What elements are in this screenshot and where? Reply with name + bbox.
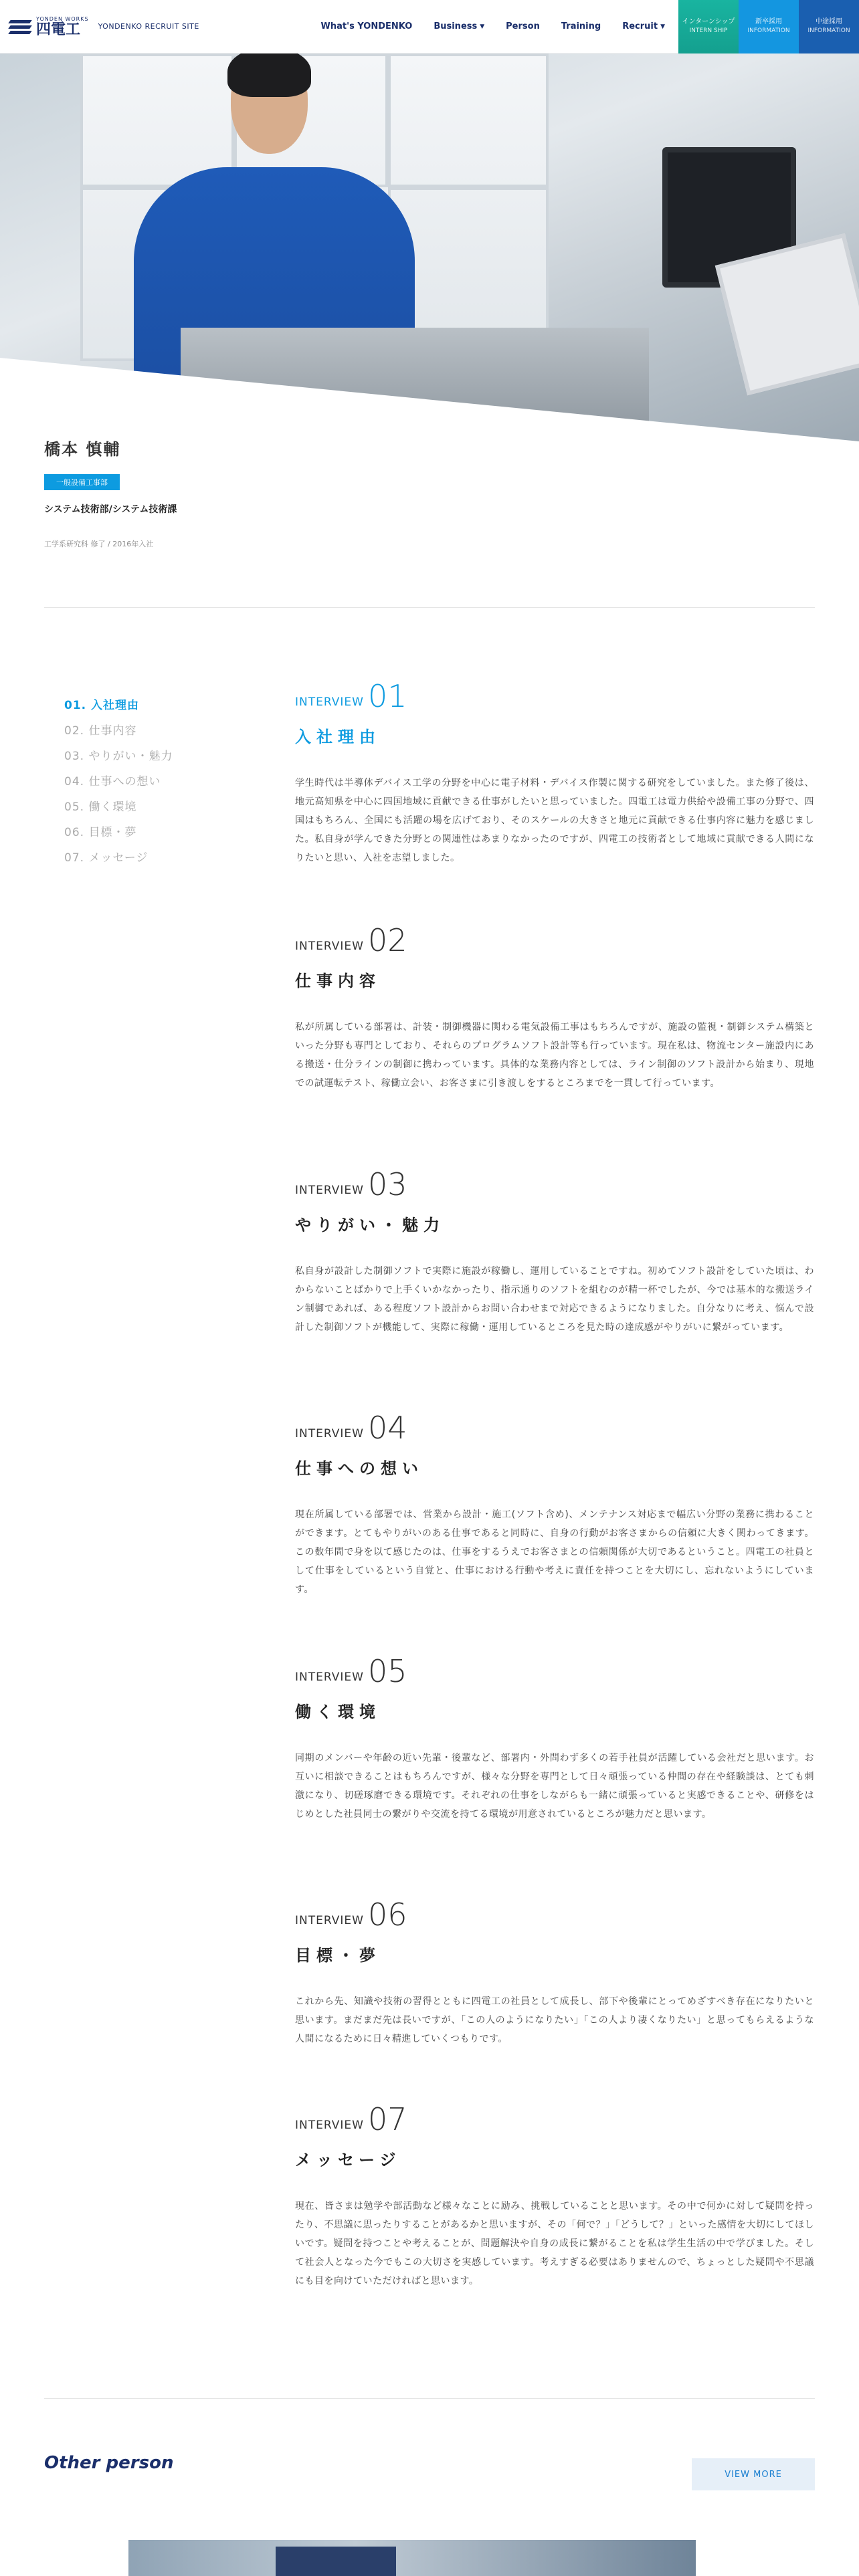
logo-small-text: YONDEN WORKS <box>36 16 89 22</box>
new-graduate-button[interactable]: 新卒採用 INFORMATION <box>739 0 799 53</box>
chevron-down-icon: ▼ <box>480 23 485 30</box>
interview-body: 私自身が設計した制御ソフトで実際に施設が稼働し、運用していることですね。初めてソフト設計をしていた頃は、わからないことばかりで上手くいかなかったり、指示通りのソフトを組むのが精一杯でしたが、今では基本的な搬送ライン制御であれば、ある程度ソフト設計からお問い合わせまで対応できるようになりました。自分なりに考え、悩んで設計した制御ソフトが機能して、実際に稼働・運用しているところを見た時の達成感がやりがいに繋がっています。 <box>295 1266 814 1333</box>
logo[interactable] <box>9 16 89 37</box>
hero-photo <box>0 53 859 441</box>
department-badge: 一般設備工事部 <box>44 474 120 490</box>
sidenav-item-05[interactable]: 05. 働く環境 <box>64 800 137 814</box>
logo-mark-icon <box>9 16 31 37</box>
interview-label: INTERVIEW <box>295 1914 364 1927</box>
interview-section <box>295 678 814 867</box>
interview-label: INTERVIEW <box>295 1671 364 1684</box>
sidenav-item-02[interactable]: 02. 仕事内容 <box>64 724 137 738</box>
sidenav-item-01[interactable]: 01. 入社理由 <box>64 699 140 712</box>
interview-number: 02 <box>367 922 407 958</box>
interview-title: 仕事への想い <box>295 1459 423 1478</box>
nav-training[interactable]: Training <box>561 21 601 31</box>
interview-title: 働く環境 <box>295 1703 381 1721</box>
interview-body: 私が所属している部署は、計装・制御機器に関わる電気設備工事はもちろんですが、施設の監視・制御システム構築といった分野も専門としており、それらのプログラムソフト設計等も行っています。現在私は、物流センター施設内にある搬送・仕分ラインの制御に携わっています。具体的な業務内容としては、ライン制御のソフト設計から始まり、現地での試運転テスト、稼働立会い、お客さまに引き渡しをするところまでを一貫して行っています。 <box>295 1022 814 1089</box>
site-header <box>0 0 859 53</box>
divider <box>44 2398 815 2399</box>
sidenav-item-03[interactable]: 03. やりがい・魅力 <box>64 750 173 763</box>
interview-label: INTERVIEW <box>295 940 364 953</box>
profile <box>44 436 177 549</box>
interview-number: 03 <box>367 1166 407 1202</box>
interview-label: INTERVIEW <box>295 2119 364 2132</box>
person-name: 橋本 慎輔 <box>44 440 121 459</box>
site-name: YONDENKO RECRUIT SITE <box>98 22 199 31</box>
interview-number: 07 <box>367 2101 407 2137</box>
main-nav <box>300 21 665 31</box>
other-person-card[interactable] <box>128 2540 696 2576</box>
sidenav-item-07[interactable]: 07. メッセージ <box>64 851 149 865</box>
interview-title: メッセージ <box>295 2151 401 2169</box>
interview-section <box>295 2101 814 2290</box>
career-info: 工学系研究科 修了 / 2016年入社 <box>44 540 154 548</box>
chevron-down-icon: ▼ <box>660 23 665 30</box>
mid-career-button[interactable]: 中途採用 INFORMATION <box>799 0 859 53</box>
interview-title: 入社理由 <box>295 728 381 746</box>
interview-title: 仕事内容 <box>295 972 381 990</box>
sidenav-item-04[interactable]: 04. 仕事への想い <box>64 775 161 788</box>
interview-number: 06 <box>367 1897 407 1933</box>
division: システム技術部/システム技術課 <box>44 504 177 515</box>
interview-title: やりがい・魅力 <box>295 1216 445 1235</box>
sidenav-item-06[interactable]: 06. 目標・夢 <box>64 826 137 839</box>
interview-body: これから先、知識や技術の習得とともに四電工の社員として成長し、部下や後輩にとってめざすべき存在になりたいと思います。まだまだ先は長いですが、「この人のようになりたい」「この人より凄くなりたい」と思ってもらえるような人間になるために日々精進していくつもりです。 <box>295 1996 814 2044</box>
interview-body: 同期のメンバーや年齢の近い先輩・後輩など、部署内・外問わず多くの若手社員が活躍している会社だと思います。お互いに相談できることはもちろんですが、様々な分野を専門として日々頑張っている仲間の存在や経験談は、とても刺激になり、切磋琢磨できる環境です。それぞれの仕事をしながらも一緒に頑張っていると実感できることや、研修をはじめとした社員同士の繋がりや交流を持てる環境が用意されているところが魅力だと思います。 <box>295 1753 814 1820</box>
nav-business[interactable]: Business ▼ <box>434 21 485 31</box>
interview-number: 04 <box>367 1410 407 1446</box>
interview-body: 学生時代は半導体デバイス工学の分野を中心に電子材料・デバイス作製に関する研究をしていました。また修了後は、地元高知県を中心に四国地域に貢献できる仕事がしたいと思っていました。四電工は電力供給や設備工事の分野で、四国はもちろん、全国にも活躍の場を広げており、そのスケールの大きさと地元に貢献できる仕事内容に魅力を感じました。私自身が学んできた分野との関連性はあまりなかったのですが、四電工の技術者として地域に貢献できる人間になりたいと思い、入社を志望しました。 <box>295 778 814 863</box>
interview-section <box>295 1653 814 1824</box>
internship-button[interactable]: インターンシップ INTERN SHIP <box>678 0 739 53</box>
interview-section <box>295 1899 814 2048</box>
interview-section <box>295 922 814 1093</box>
nav-recruit[interactable]: Recruit ▼ <box>622 21 665 31</box>
interview-label: INTERVIEW <box>295 1184 364 1197</box>
interview-number: 05 <box>367 1653 407 1689</box>
interview-title: 目標・夢 <box>295 1946 381 1965</box>
other-person-title: Other person <box>44 2453 174 2473</box>
interview-sidenav <box>64 693 173 871</box>
view-more-button[interactable]: VIEW MORE <box>692 2458 815 2490</box>
interview-number: 01 <box>367 678 407 714</box>
interview-body: 現在、皆さまは勉学や部活動など様々なことに励み、挑戦していることと思います。その中で何かに対して疑問を持ったり、不思議に思ったりすることがあるかと思いますが、その「何で？」「どうして？」といった感情を大切にしてほしいです。疑問を持つことや考えることが、問題解決や自身の成長に繋がることを私は学生生活の中で学びました。そして社会人となった今でもこの大切さを実感しています。考えすぎる必要はありませんので、ちょっとした疑問や不思議にも目を向けていただければと思います。 <box>295 2201 814 2286</box>
nav-person[interactable]: Person <box>506 21 540 31</box>
divider <box>44 607 815 608</box>
interview-label: INTERVIEW <box>295 1427 364 1440</box>
interview-label: INTERVIEW <box>295 695 364 709</box>
logo-text: 四電工 <box>36 21 81 38</box>
nav-whats-yondenko[interactable]: What's YONDENKO <box>320 21 413 31</box>
interview-body: 現在所属している部署では、営業から設計・施工(ソフト含め)、メンテナンス対応まで幅広い分野の業務に携わることができます。とてもやりがいのある仕事であると同時に、自身の行動がお客さまからの信頼に大きく関わってきます。この数年間で身を以て感じたのは、仕事をするうえでお客さまとの信頼関係が大切であるということ。四電工の社員として仕事をしているという自覚と、仕事における行動や考えに責任を持つことを大切にし、忘れないようにしています。 <box>295 1509 814 1595</box>
interview-section <box>295 1412 814 1599</box>
interview-section <box>295 1166 814 1337</box>
